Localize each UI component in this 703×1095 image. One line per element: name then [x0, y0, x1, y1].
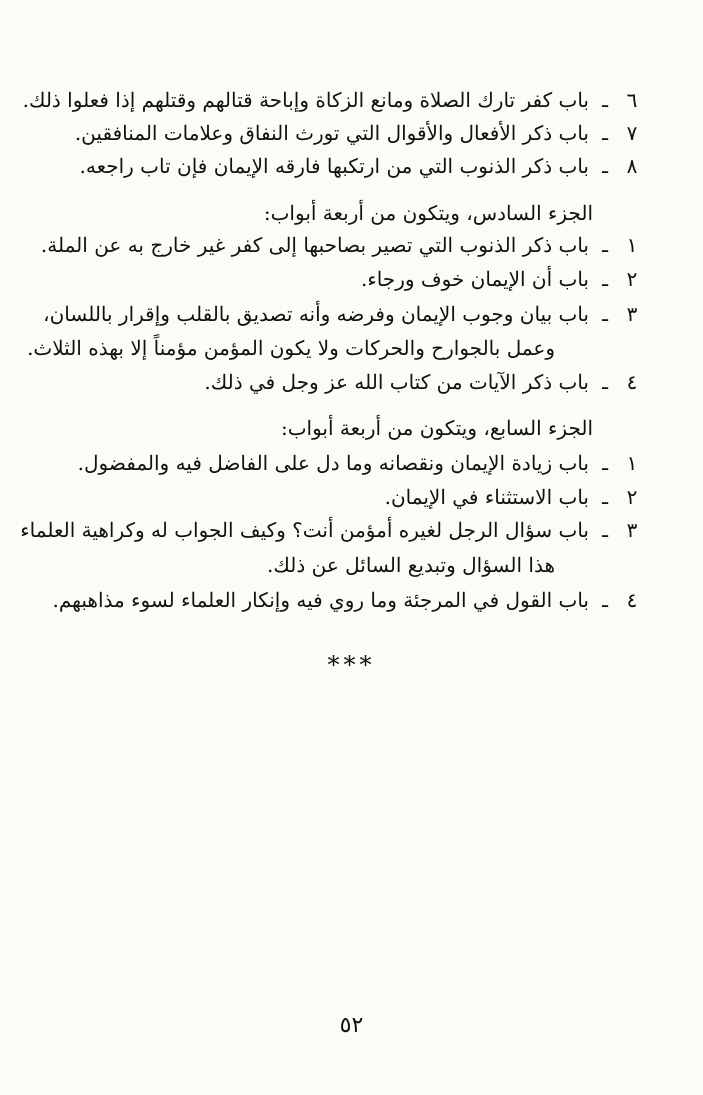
item-dash: ـ: [602, 154, 608, 178]
item-dash: ـ: [602, 267, 608, 291]
item-text: باب ذكر الذنوب التي تصير بصاحبها إلى كفر غير خارج به عن الملة.: [40, 233, 589, 257]
list-item: [20, 514, 645, 546]
item-number: ٢: [626, 267, 638, 291]
item-dash: ـ: [602, 451, 608, 475]
item-text: باب كفر تارك الصلاة ومانع الزكاة وإباحة قتالهم وقتلهم إذا فعلوا ذلك.: [22, 88, 589, 112]
item-dash: ـ: [602, 518, 608, 542]
list-item: [37, 366, 645, 398]
item-text: باب ذكر الآيات من كتاب الله عز وجل في ذلك.: [204, 370, 589, 394]
item-dash: ـ: [602, 121, 608, 145]
list-item-continuation: [37, 549, 645, 581]
list-item: [37, 117, 645, 149]
item-text: باب بيان وجوب الإيمان وفرضه وأنه تصديق بالقلب وإقرار باللسان،: [43, 302, 589, 326]
list-item: [37, 229, 645, 261]
item-text: باب الاستثناء في الإيمان.: [384, 485, 589, 509]
item-dash: ـ: [602, 370, 608, 394]
list-item: [37, 447, 645, 479]
list-item: [37, 584, 645, 616]
list-item: [37, 298, 645, 330]
item-number: ٧: [626, 121, 638, 145]
item-text: باب ذكر الذنوب التي من ارتكبها فارقه الإيمان فإن تاب راجعه.: [79, 154, 589, 178]
item-number: ٣: [626, 518, 638, 542]
item-dash: ـ: [602, 233, 608, 257]
item-dash: ـ: [602, 588, 608, 612]
page-number: ٥٢: [339, 1013, 364, 1038]
item-number: ٨: [626, 154, 638, 178]
item-number: ١: [626, 233, 638, 257]
item-number: ١: [626, 451, 638, 475]
item-continuation-text: هذا السؤال وتبديع السائل عن ذلك.: [267, 553, 555, 577]
section-separator: ***: [327, 651, 376, 679]
item-text: باب القول في المرجئة وما روي فيه وإنكار العلماء لسوء مذاهبهم.: [52, 588, 589, 612]
list-item: [37, 263, 645, 295]
item-number: ٤: [626, 588, 638, 612]
item-number: ٣: [626, 302, 638, 326]
item-number: ٦: [626, 88, 638, 112]
item-text: باب ذكر الأفعال والأقوال التي تورث النفاق وعلامات المنافقين.: [74, 121, 589, 145]
item-text: باب أن الإيمان خوف ورجاء.: [361, 267, 589, 291]
item-number: ٤: [626, 370, 638, 394]
list-item: [37, 481, 645, 513]
section-heading-part6: الجزء السادس، ويتكون من أربعة أبواب:: [263, 201, 593, 225]
list-item: [37, 150, 645, 182]
item-dash: ـ: [602, 485, 608, 509]
item-dash: ـ: [602, 88, 608, 112]
list-item-continuation: [27, 332, 645, 364]
item-text: باب زيادة الإيمان ونقصانه وما دل على الفاضل فيه والمفضول.: [77, 451, 589, 475]
section-heading-part7: الجزء السابع، ويتكون من أربعة أبواب:: [280, 416, 593, 440]
list-item: [22, 84, 645, 116]
item-number: ٢: [626, 485, 638, 509]
item-dash: ـ: [602, 302, 608, 326]
item-continuation-text: وعمل بالجوارح والحركات ولا يكون المؤمن مؤمناً إلا بهذه الثلاث.: [27, 336, 555, 360]
item-text: باب سؤال الرجل لغيره أمؤمن أنت؟ وكيف الجواب له وكراهية العلماء: [20, 518, 589, 542]
